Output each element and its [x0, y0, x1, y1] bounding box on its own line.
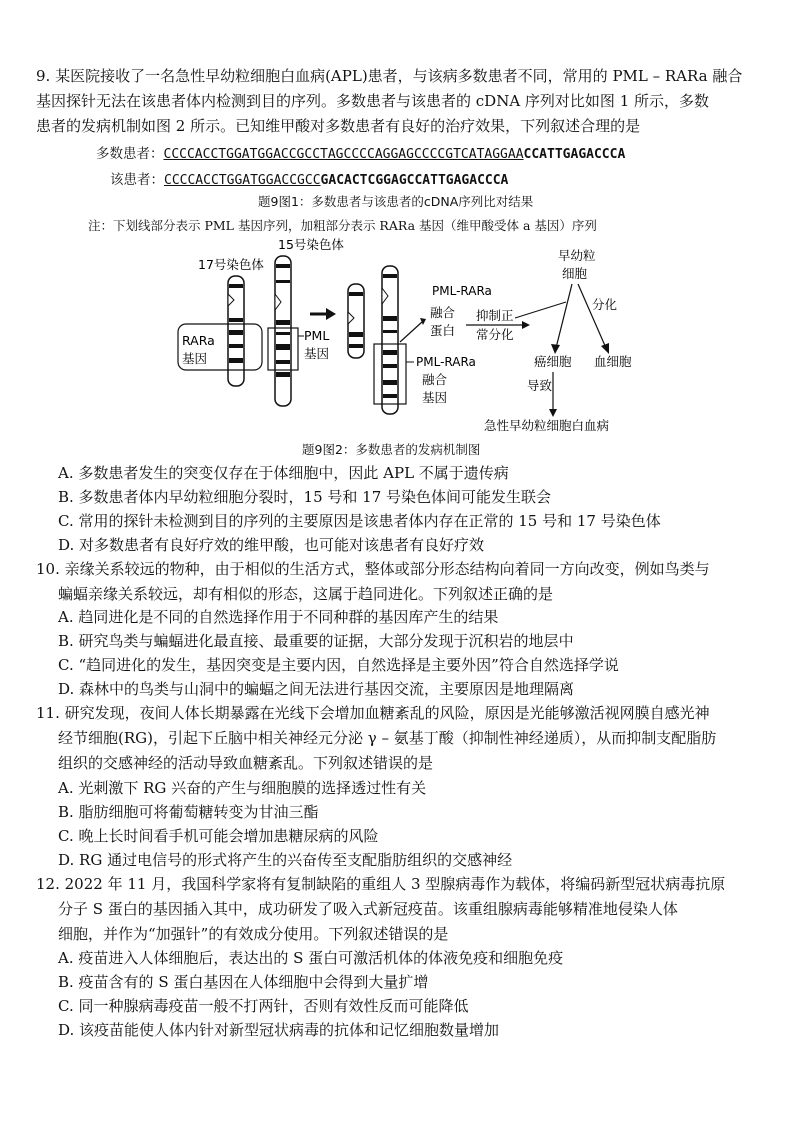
- seq-patient-label: 该患者：: [110, 172, 164, 188]
- rara-gene-label-1: RARa: [182, 333, 215, 348]
- seq-majority-pml: CCCCACCTGGATGGACCGCCTAGCCCCAGGAGCCCCGTCATAGGAA: [163, 147, 524, 162]
- q9-stem: [36, 64, 776, 139]
- q12-stem: [36, 872, 776, 947]
- fusion-gene-label-3: 基因: [422, 390, 448, 405]
- inhibit-line: [515, 302, 566, 318]
- seq-patient: [110, 168, 508, 188]
- q11-line3: 组织的交感神经的活动导致血糖紊乱。下列叙述错误的是: [58, 754, 434, 772]
- branch-to-cancer: [556, 284, 572, 348]
- q11-stem: [36, 701, 776, 776]
- q9-line3: 患者的发病机制如图 2 所示。已知维甲酸对多数患者有良好的治疗效果，下列叙述合理的是: [36, 117, 641, 135]
- fusion-gene-label-2: 融合: [422, 372, 448, 387]
- seq-majority: [96, 142, 625, 162]
- q12-option-d[interactable]: D. 该疫苗能使人体内针对新型冠状病毒的抗体和记忆细胞数量增加: [58, 1021, 500, 1039]
- seq-majority-rara: CCATTGAGACCCA: [523, 147, 626, 162]
- q10-stem: [36, 557, 776, 607]
- chr17-label: 17号染色体: [198, 257, 264, 272]
- q12-option-b[interactable]: B. 疫苗含有的 S 蛋白基因在人体细胞中会得到大量扩增: [58, 973, 429, 991]
- q12-option-c[interactable]: C. 同一种腺病毒疫苗一般不打两针，否则有效性反而可能降低: [58, 997, 469, 1015]
- promyelocyte-label-2: 细胞: [562, 266, 588, 281]
- fusion-gene-label-1: PML-RARa: [416, 355, 476, 369]
- q10-option-c[interactable]: C. “趋同进化的发生，基因突变是主要内因，自然选择是主要外因”符合自然选择学说: [58, 656, 619, 674]
- q11-line1: 11. 研究发现，夜间人体长期暴露在光线下会增加血糖紊乱的风险，原因是光能够激活视网膜自感光神: [36, 704, 710, 722]
- fig2-caption: 题9图2：多数患者的发病机制图: [302, 442, 481, 457]
- fusion-protein-label-1: PML-RARa: [432, 284, 492, 298]
- q10-option-a[interactable]: A. 趋同进化是不同的自然选择作用于不同种群的基因库产生的结果: [58, 608, 499, 626]
- q9-option-b[interactable]: B. 多数患者体内早幼粒细胞分裂时，15 号和 17 号染色体间可能发生联会: [58, 488, 552, 506]
- cancer-cell-label: 癌细胞: [534, 354, 572, 369]
- chromosome-15: [275, 256, 291, 406]
- blood-cell-label: 血细胞: [594, 354, 632, 369]
- seq-patient-rara: GACACTCGGAGCCATTGAGACCCA: [320, 173, 509, 188]
- q9-option-c[interactable]: C. 常用的探针未检测到目的序列的主要原因是该患者体内存在正常的 15 号和 17 号染色体: [58, 512, 661, 530]
- q12-line1: 12. 2022 年 11 月，我国科学家将有复制缺陷的重组人 3 型腺病毒作为载体，将编码新型冠状病毒抗原: [36, 875, 726, 893]
- pml-gene-label-2: 基因: [304, 346, 330, 361]
- promyelocyte-label-1: 早幼粒: [558, 248, 596, 263]
- pml-gene-label-1: PML: [304, 328, 330, 343]
- q12-line3: 细胞，并作为“加强针”的有效成分使用。下列叙述错误的是: [58, 925, 449, 943]
- lead-to-label: 导致: [527, 378, 553, 393]
- q9-option-a[interactable]: A. 多数患者发生的突变仅存在于体细胞中，因此 APL 不属于遗传病: [58, 464, 509, 482]
- q11-line2: 经节细胞(RG)，引起下丘脑中相关神经元分泌 γ – 氨基丁酸（抑制性神经递质），从而抑制支配脂肪: [58, 729, 717, 747]
- seq-patient-pml: CCCCACCTGGATGGACCGCC: [164, 173, 321, 188]
- fig2-diagram: [170, 232, 670, 437]
- chr15-label: 15号染色体: [278, 237, 344, 252]
- q11-option-c[interactable]: C. 晚上长时间看手机可能会增加患糖尿病的风险: [58, 827, 379, 845]
- fig1-caption: 题9图1：多数患者与该患者的cDNA序列比对结果: [258, 194, 534, 209]
- derivative-chromosome-long: [374, 266, 406, 414]
- q10-line1: 10. 亲缘关系较远的物种，由于相似的生活方式，整体或部分形态结构向着同一方向改变，例如鸟类与: [36, 560, 710, 578]
- differentiate-label: 分化: [592, 297, 618, 312]
- inhibit-label-2: 常分化: [476, 327, 514, 342]
- fig-note: 注：下划线部分表示 PML 基因序列，加粗部分表示 RARa 基因（维甲酸受体 a 基因）序列: [88, 218, 597, 233]
- rara-gene-label-2: 基因: [182, 351, 208, 366]
- q12-line2: 分子 S 蛋白的基因插入其中，成功研发了吸入式新冠疫苗。该重组腺病毒能够精准地侵染人体: [58, 900, 678, 918]
- q12-option-a[interactable]: A. 疫苗进入人体细胞后，表达出的 S 蛋白可激活机体的体液免疫和细胞免疫: [58, 949, 564, 967]
- q10-line2: 蝙蝠亲缘关系较远，却有相似的形态，这属于趋同进化。下列叙述正确的是: [58, 585, 554, 603]
- seq-majority-label: 多数患者：: [96, 146, 164, 162]
- q11-option-a[interactable]: A. 光刺激下 RG 兴奋的产生与细胞膜的选择透过性有关: [58, 779, 427, 797]
- q9-option-d[interactable]: D. 对多数患者有良好疗效的维甲酸，也可能对该患者有良好疗效: [58, 536, 485, 554]
- q10-option-b[interactable]: B. 研究鸟类与蝙蝠进化最直接、最重要的证据，大部分发现于沉积岩的地层中: [58, 632, 574, 650]
- fusion-protein-label-2: 融合: [430, 305, 456, 320]
- derivative-chromosome-short: [348, 284, 364, 358]
- q10-option-d[interactable]: D. 森林中的鸟类与山洞中的蝙蝠之间无法进行基因交流，主要原因是地理隔离: [58, 680, 575, 698]
- fusion-protein-label-3: 蛋白: [430, 323, 456, 338]
- q11-option-d[interactable]: D. RG 通过电信号的形式将产生的兴奋传至支配脂肪组织的交感神经: [58, 851, 513, 869]
- q9-line2: 基因探针无法在该患者体内检测到目的序列。多数患者与该患者的 cDNA 序列对比如图 1 所示，多数: [36, 92, 710, 110]
- q11-option-b[interactable]: B. 脂肪细胞可将葡萄糖转变为甘油三酯: [58, 803, 319, 821]
- disease-label: 急性早幼粒细胞白血病: [484, 418, 610, 433]
- branch-to-blood: [578, 284, 606, 348]
- q9-line1: 9. 某医院接收了一名急性早幼粒细胞白血病(APL)患者，与该病多数患者不同，常用的 PML – RARa 融合: [36, 67, 743, 85]
- inhibit-label-1: 抑制正: [476, 308, 514, 323]
